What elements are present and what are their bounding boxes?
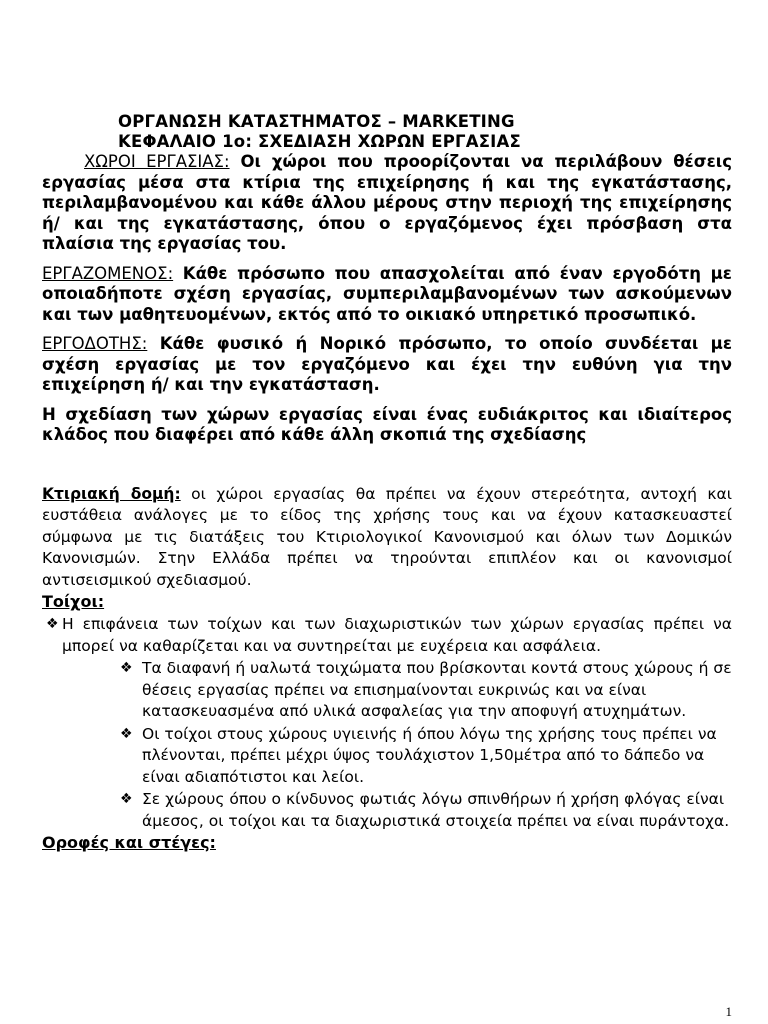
- walls-list: [42, 614, 732, 832]
- document-title: ΟΡΓΑΝΩΣΗ ΚΑΤΑΣΤΗΜΑΤΟΣ – MARKETING: [118, 112, 515, 131]
- roofs-heading: Οροφές και στέγες:: [42, 833, 216, 852]
- definition-workplaces: [42, 152, 732, 255]
- diamond-bullet-icon: ❖: [120, 725, 133, 742]
- definition-employer-text: Κάθε φυσικό ή Νορικό πρόσωπο, το οποίο συνδέεται με σχέση εργασίας με τον εργαζόμενο και έχει την ευθύνη για την επιχείρηση ή/ και την εγκατάσταση.: [42, 334, 732, 394]
- building-structure-paragraph: [42, 484, 732, 592]
- building-structure-heading: Κτιριακή δομή:: [42, 484, 181, 503]
- diamond-bullet-icon: ❖: [120, 791, 133, 807]
- walls-sub-bullet-fire-text: Σε χώρους όπου ο κίνδυνος φωτιάς λόγω σπινθήρων ή χρήση φλόγας είναι άμεσος, οι τοίχοι και τα διαχωριστικά στοιχεία πρέπει να είναι πυράντοχα.: [142, 790, 730, 830]
- walls-sub-bullet-glass-text: Τα διαφανή ή υαλωτά τοιχώματα που βρίσκονται κοντά στους χώρους ή σε θέσεις εργασίας πρέπει να επισημαίνονται ευκρινώς και να είναι κατασκευασμένα από υλικά ασφαλείας για την αποφυγή ατυχημάτων.: [142, 659, 732, 720]
- building-structure-text: οι χώροι εργασίας θα πρέπει να έχουν στερεότητα, αντοχή και ευστάθεια ανάλογες με το είδος της χρήσης τους και να έχουν κατασκευαστεί σύμφωνα με τις διατάξεις του Κτιριολογικοί Κανονισμού και όλων των Δομικών Κανονισμών. Στην Ελλάδα πρέπει να τηρούνται επιπλέον και οι κανονισμοί αντισεισμικού σχεδιασμού.: [42, 484, 732, 589]
- definition-workplaces-text: Οι χώροι που προορίζονται να περιλάβουν θέσεις εργασίας μέσα στα κτίρια της επιχείρησης ή και της εγκατάστασης, περιλαμβανομένου και κάθε άλλου μέρους στην περιοχή της επιχείρησης ή/ και της εγκατάστασης, όπου ο εργαζόμενος έχει πρόσβαση στα πλαίσια της εργασίας του.: [42, 152, 732, 253]
- definition-employee: [42, 264, 732, 326]
- term-employer: ΕΡΓΟΔΟΤΗΣ:: [42, 334, 148, 353]
- walls-sub-bullet-glass: [120, 658, 732, 723]
- diamond-bullet-icon: ❖: [46, 616, 59, 632]
- term-workplaces: ΧΩΡΟΙ ΕΡΓΑΣΙΑΣ:: [84, 152, 230, 171]
- diamond-bullet-icon: ❖: [120, 660, 133, 676]
- page-number: 1: [725, 1004, 732, 1019]
- walls-bullet-main: [42, 614, 732, 657]
- walls-bullet-main-text: Η επιφάνεια των τοίχων και των διαχωριστικών των χώρων εργασίας πρέπει να μπορεί να καθαρίζεται και να συντηρείται με ευχέρεια και ασφάλεια.: [62, 615, 732, 655]
- chapter-title: ΚΕΦΑΛΑΙΟ 1ο: ΣΧΕΔΙΑΣΗ ΧΩΡΩΝ ΕΡΓΑΣΙΑΣ: [118, 132, 521, 151]
- walls-heading: Τοίχοι:: [42, 592, 105, 611]
- design-statement: Η σχεδίαση των χώρων εργασίας είναι ένας ευδιάκριτος και ιδιαίτερος κλάδος που διαφέρει από κάθε άλλη σκοπιά της σχεδίασης: [42, 404, 732, 444]
- document-page: [42, 112, 732, 853]
- walls-sub-bullet-fire: [120, 789, 732, 832]
- definition-employer: [42, 334, 732, 396]
- definition-employee-text: Κάθε πρόσωπο που απασχολείται από έναν εργοδότη με οποιαδήποτε σχέση εργασίας, συμπεριλαμβανομένων των ασκούμενων και των μαθητευομένων, εκτός από το οικιακό υπηρετικό προσωπικό.: [42, 263, 732, 324]
- term-employee: ΕΡΓΑΖΟΜΕΝΟΣ:: [42, 263, 174, 283]
- walls-sub-bullet-hygiene: [120, 724, 732, 789]
- walls-sub-bullet-hygiene-text: Οι τοίχοι στους χώρους υγιεινής ή όπου λόγω της χρήσης τους πρέπει να πλένονται, πρέπει μέχρι ύψος τουλάχιστον 1,50μέτρα από το δάπεδο να είναι αδιαπότιστοι και λείοι.: [142, 724, 717, 786]
